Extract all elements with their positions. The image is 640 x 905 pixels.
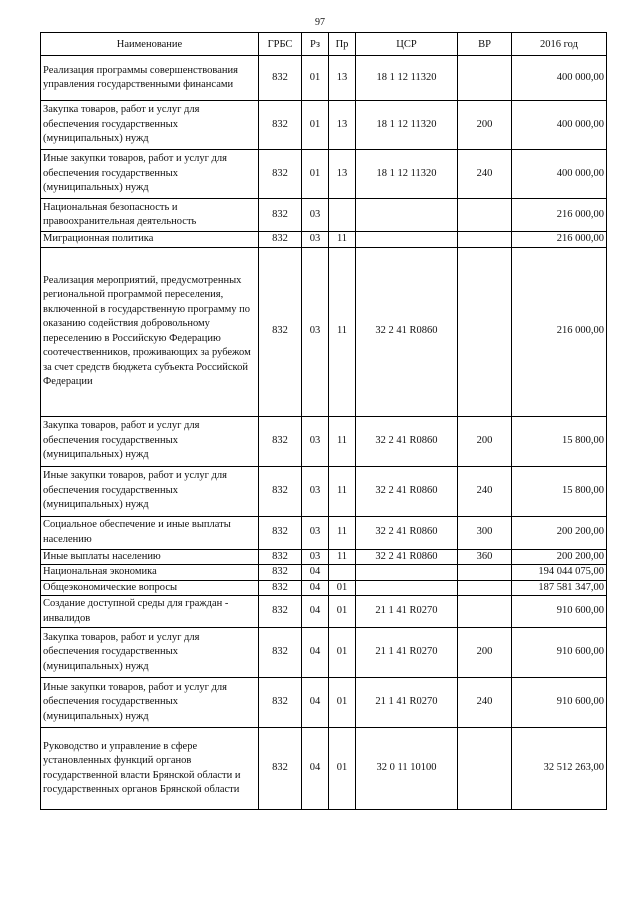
row-grbs: 832 <box>259 466 302 516</box>
row-rz: 03 <box>302 232 329 248</box>
budget-table <box>40 32 607 810</box>
row-csr: 32 2 41 R0860 <box>356 549 458 565</box>
table-row <box>41 596 607 628</box>
table-row <box>41 628 607 678</box>
row-vr <box>458 580 512 596</box>
table-row <box>41 580 607 596</box>
row-grbs: 832 <box>259 150 302 199</box>
row-name: Создание доступной среды для граждан - инвалидов <box>41 596 259 628</box>
table-row <box>41 199 607 232</box>
row-pr: 11 <box>329 466 356 516</box>
row-amount: 216 000,00 <box>512 199 607 232</box>
row-grbs: 832 <box>259 549 302 565</box>
row-name: Реализация мероприятий, предусмотренных региональной программой переселения, включенной в государственную программу по оказанию содействия добровольному переселению в Российскую Федерацию соотечественников, проживающих за рубежом за счет средств бюджета субъекта Российской Федерации <box>41 247 259 416</box>
row-csr: 32 0 11 10100 <box>356 728 458 810</box>
table-row <box>41 247 607 416</box>
row-vr: 200 <box>458 416 512 466</box>
page-number: 97 <box>315 17 325 28</box>
row-csr: 18 1 12 11320 <box>356 150 458 199</box>
table-row <box>41 101 607 150</box>
row-amount: 15 800,00 <box>512 466 607 516</box>
row-grbs: 832 <box>259 199 302 232</box>
row-name: Иные закупки товаров, работ и услуг для обеспечения государственных (муниципальных) нужд <box>41 466 259 516</box>
row-csr: 32 2 41 R0860 <box>356 247 458 416</box>
row-name: Реализация программы совершенствования управления государственными финансами <box>41 56 259 101</box>
row-name: Закупка товаров, работ и услуг для обеспечения государственных (муниципальных) нужд <box>41 416 259 466</box>
table-row <box>41 56 607 101</box>
table-row <box>41 549 607 565</box>
row-name: Миграционная политика <box>41 232 259 248</box>
row-rz: 04 <box>302 565 329 581</box>
row-vr: 240 <box>458 150 512 199</box>
row-csr: 21 1 41 R0270 <box>356 678 458 728</box>
row-amount: 400 000,00 <box>512 101 607 150</box>
row-amount: 32 512 263,00 <box>512 728 607 810</box>
row-amount: 15 800,00 <box>512 416 607 466</box>
row-amount: 216 000,00 <box>512 232 607 248</box>
row-pr: 01 <box>329 728 356 810</box>
table-row <box>41 678 607 728</box>
row-name: Общеэкономические вопросы <box>41 580 259 596</box>
row-csr <box>356 199 458 232</box>
table-row <box>41 466 607 516</box>
row-name: Иные закупки товаров, работ и услуг для обеспечения государственных (муниципальных) нужд <box>41 678 259 728</box>
row-pr: 01 <box>329 678 356 728</box>
row-amount: 400 000,00 <box>512 150 607 199</box>
row-name: Закупка товаров, работ и услуг для обеспечения государственных (муниципальных) нужд <box>41 628 259 678</box>
row-csr: 21 1 41 R0270 <box>356 596 458 628</box>
row-pr: 01 <box>329 628 356 678</box>
row-pr: 11 <box>329 247 356 416</box>
row-csr <box>356 232 458 248</box>
row-rz: 04 <box>302 728 329 810</box>
row-rz: 04 <box>302 678 329 728</box>
row-pr: 11 <box>329 549 356 565</box>
header-csr: ЦСР <box>356 33 458 56</box>
row-rz: 03 <box>302 247 329 416</box>
row-grbs: 832 <box>259 728 302 810</box>
row-amount: 400 000,00 <box>512 56 607 101</box>
row-grbs: 832 <box>259 565 302 581</box>
row-amount: 910 600,00 <box>512 596 607 628</box>
header-rz: Рз <box>302 33 329 56</box>
row-name: Национальная безопасность и правоохранительная деятельность <box>41 199 259 232</box>
row-vr: 240 <box>458 466 512 516</box>
header-vr: ВР <box>458 33 512 56</box>
table-row <box>41 516 607 549</box>
row-grbs: 832 <box>259 416 302 466</box>
row-grbs: 832 <box>259 596 302 628</box>
header-name: Наименование <box>41 33 259 56</box>
table-row <box>41 565 607 581</box>
table-row <box>41 232 607 248</box>
row-amount: 216 000,00 <box>512 247 607 416</box>
row-rz: 04 <box>302 628 329 678</box>
row-grbs: 832 <box>259 678 302 728</box>
row-amount: 194 044 075,00 <box>512 565 607 581</box>
row-name: Иные выплаты населению <box>41 549 259 565</box>
row-rz: 03 <box>302 416 329 466</box>
table-row <box>41 416 607 466</box>
row-pr: 01 <box>329 580 356 596</box>
row-pr: 11 <box>329 232 356 248</box>
table-header-row <box>41 33 607 56</box>
row-name: Национальная экономика <box>41 565 259 581</box>
row-vr: 360 <box>458 549 512 565</box>
row-rz: 04 <box>302 580 329 596</box>
table-row <box>41 150 607 199</box>
row-name: Иные закупки товаров, работ и услуг для обеспечения государственных (муниципальных) нужд <box>41 150 259 199</box>
row-vr: 200 <box>458 101 512 150</box>
row-csr: 18 1 12 11320 <box>356 101 458 150</box>
row-pr: 13 <box>329 150 356 199</box>
row-grbs: 832 <box>259 516 302 549</box>
row-vr <box>458 247 512 416</box>
row-rz: 03 <box>302 516 329 549</box>
row-name: Социальное обеспечение и иные выплаты населению <box>41 516 259 549</box>
row-csr: 32 2 41 R0860 <box>356 516 458 549</box>
row-rz: 01 <box>302 150 329 199</box>
row-pr: 01 <box>329 596 356 628</box>
row-vr <box>458 565 512 581</box>
row-csr <box>356 580 458 596</box>
row-csr: 32 2 41 R0860 <box>356 466 458 516</box>
row-vr: 240 <box>458 678 512 728</box>
row-rz: 03 <box>302 466 329 516</box>
row-name: Закупка товаров, работ и услуг для обеспечения государственных (муниципальных) нужд <box>41 101 259 150</box>
row-vr: 300 <box>458 516 512 549</box>
header-amount: 2016 год <box>512 33 607 56</box>
row-grbs: 832 <box>259 628 302 678</box>
row-rz: 04 <box>302 596 329 628</box>
row-csr: 18 1 12 11320 <box>356 56 458 101</box>
row-rz: 03 <box>302 199 329 232</box>
row-amount: 910 600,00 <box>512 628 607 678</box>
row-vr: 200 <box>458 628 512 678</box>
row-pr <box>329 199 356 232</box>
row-grbs: 832 <box>259 247 302 416</box>
row-pr: 13 <box>329 56 356 101</box>
header-pr: Пр <box>329 33 356 56</box>
row-rz: 03 <box>302 549 329 565</box>
row-amount: 187 581 347,00 <box>512 580 607 596</box>
row-rz: 01 <box>302 101 329 150</box>
row-grbs: 832 <box>259 232 302 248</box>
row-vr <box>458 728 512 810</box>
row-pr: 11 <box>329 516 356 549</box>
row-vr <box>458 596 512 628</box>
row-csr: 32 2 41 R0860 <box>356 416 458 466</box>
row-grbs: 832 <box>259 580 302 596</box>
row-pr: 13 <box>329 101 356 150</box>
row-amount: 910 600,00 <box>512 678 607 728</box>
row-rz: 01 <box>302 56 329 101</box>
row-grbs: 832 <box>259 101 302 150</box>
row-csr: 21 1 41 R0270 <box>356 628 458 678</box>
row-grbs: 832 <box>259 56 302 101</box>
row-amount: 200 200,00 <box>512 516 607 549</box>
row-vr <box>458 232 512 248</box>
row-amount: 200 200,00 <box>512 549 607 565</box>
row-vr <box>458 56 512 101</box>
row-pr <box>329 565 356 581</box>
header-grbs: ГРБС <box>259 33 302 56</box>
row-vr <box>458 199 512 232</box>
row-csr <box>356 565 458 581</box>
row-name: Руководство и управление в сфере установленных функций органов государственной власти Брянской области и государственных органов Брянской области <box>41 728 259 810</box>
row-pr: 11 <box>329 416 356 466</box>
table-row <box>41 728 607 810</box>
